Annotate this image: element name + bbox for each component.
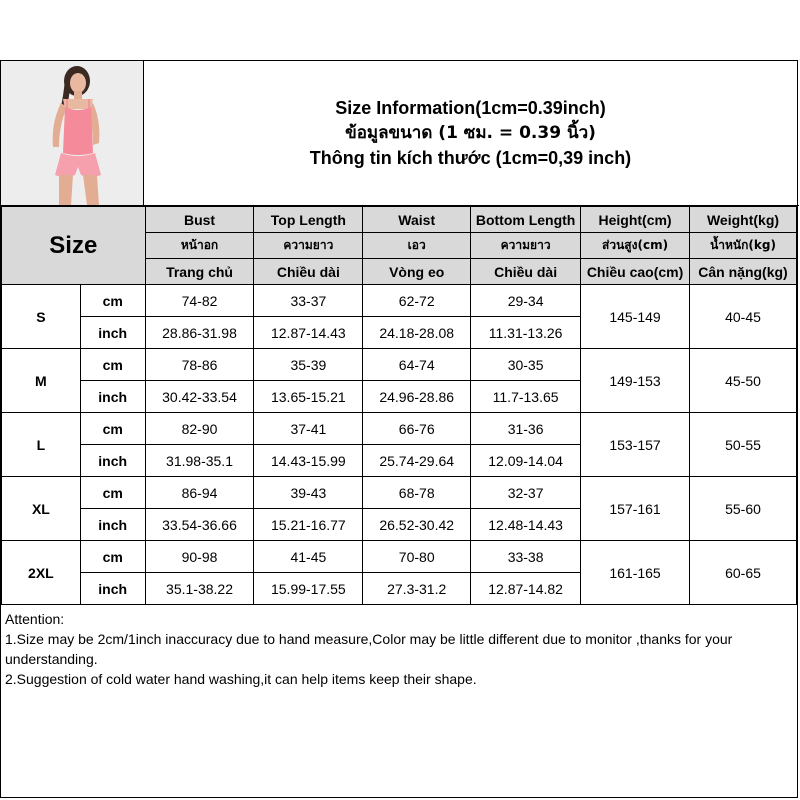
- unit-label: inch: [80, 317, 145, 349]
- size-label: 2XL: [2, 541, 81, 605]
- header-weight-thai: น้ำหนัก(kg): [690, 233, 797, 259]
- unit-label: cm: [80, 413, 145, 445]
- header-bust-thai: หน้าอก: [145, 233, 254, 259]
- size-label: L: [2, 413, 81, 477]
- header-waist: Waist: [363, 207, 471, 233]
- top-length-value: 15.99-17.55: [254, 573, 363, 605]
- unit-label: cm: [80, 541, 145, 573]
- weight-value: 45-50: [690, 349, 797, 413]
- header-bust-vi: Trang chủ: [145, 259, 254, 285]
- bust-value: 74-82: [145, 285, 254, 317]
- table-row: [2, 285, 797, 317]
- bottom-length-value: 12.09-14.04: [471, 445, 581, 477]
- model-illustration: [1, 61, 144, 205]
- header-waist-vi: Vòng eo: [363, 259, 471, 285]
- header-bottom-length: Bottom Length: [471, 207, 581, 233]
- unit-label: inch: [80, 381, 145, 413]
- header-weight-vi: Cân nặng(kg): [690, 259, 797, 285]
- top-length-value: 39-43: [254, 477, 363, 509]
- header-weight: Weight(kg): [690, 207, 797, 233]
- size-label: M: [2, 349, 81, 413]
- height-value: 149-153: [581, 349, 690, 413]
- weight-value: 50-55: [690, 413, 797, 477]
- waist-value: 25.74-29.64: [363, 445, 471, 477]
- top-length-value: 14.43-15.99: [254, 445, 363, 477]
- header-height-vi: Chiều cao(cm): [581, 259, 690, 285]
- height-value: 145-149: [581, 285, 690, 349]
- size-info-title: [144, 61, 797, 205]
- header-top-length: Top Length: [254, 207, 363, 233]
- weight-value: 55-60: [690, 477, 797, 541]
- size-label: S: [2, 285, 81, 349]
- bottom-length-value: 33-38: [471, 541, 581, 573]
- header-top-length-vi: Chiều dài: [254, 259, 363, 285]
- header-height-thai: ส่วนสูง(cm): [581, 233, 690, 259]
- header-top-length-thai: ความยาว: [254, 233, 363, 259]
- bottom-length-value: 30-35: [471, 349, 581, 381]
- bottom-length-value: 32-37: [471, 477, 581, 509]
- weight-value: 60-65: [690, 541, 797, 605]
- waist-value: 70-80: [363, 541, 471, 573]
- waist-value: 62-72: [363, 285, 471, 317]
- title-thai: ข้อมูลขนาด (1 ซม. = 0.39 นิ้ว): [345, 122, 596, 143]
- notes-heading: Attention:: [5, 611, 65, 627]
- table-row: [2, 477, 797, 509]
- height-value: 161-165: [581, 541, 690, 605]
- waist-value: 27.3-31.2: [363, 573, 471, 605]
- waist-value: 68-78: [363, 477, 471, 509]
- size-label: XL: [2, 477, 81, 541]
- top-length-value: 13.65-15.21: [254, 381, 363, 413]
- note-line-1: 1.Size may be 2cm/1inch inaccuracy due to hand measure,Color may be little different due to monitor ,thanks for your understanding.: [5, 631, 733, 667]
- top-length-value: 12.87-14.43: [254, 317, 363, 349]
- attention-notes: [5, 609, 795, 689]
- title-english: Size Information(1cm=0.39inch): [335, 97, 606, 118]
- bust-value: 33.54-36.66: [145, 509, 254, 541]
- bust-value: 90-98: [145, 541, 254, 573]
- bottom-length-value: 12.87-14.82: [471, 573, 581, 605]
- bust-value: 35.1-38.22: [145, 573, 254, 605]
- weight-value: 40-45: [690, 285, 797, 349]
- header-bust: Bust: [145, 207, 254, 233]
- unit-label: inch: [80, 445, 145, 477]
- size-table: [1, 206, 797, 605]
- header-bottom-length-thai: ความยาว: [471, 233, 581, 259]
- unit-label: inch: [80, 573, 145, 605]
- waist-value: 24.96-28.86: [363, 381, 471, 413]
- top-length-value: 33-37: [254, 285, 363, 317]
- header-waist-thai: เอว: [363, 233, 471, 259]
- bust-value: 82-90: [145, 413, 254, 445]
- bottom-length-value: 11.31-13.26: [471, 317, 581, 349]
- height-value: 153-157: [581, 413, 690, 477]
- size-chart-sheet: [0, 60, 798, 798]
- waist-value: 64-74: [363, 349, 471, 381]
- bust-value: 78-86: [145, 349, 254, 381]
- bust-value: 30.42-33.54: [145, 381, 254, 413]
- bottom-length-value: 11.7-13.65: [471, 381, 581, 413]
- header-bottom-length-vi: Chiều dài: [471, 259, 581, 285]
- top-length-value: 37-41: [254, 413, 363, 445]
- header-height: Height(cm): [581, 207, 690, 233]
- size-column-header: Size: [2, 207, 146, 285]
- bust-value: 31.98-35.1: [145, 445, 254, 477]
- title-vietnamese: Thông tin kích thước (1cm=0,39 inch): [309, 147, 632, 168]
- waist-value: 66-76: [363, 413, 471, 445]
- top-length-value: 35-39: [254, 349, 363, 381]
- header-band: [1, 61, 799, 206]
- bottom-length-value: 12.48-14.43: [471, 509, 581, 541]
- unit-label: cm: [80, 477, 145, 509]
- bottom-length-value: 31-36: [471, 413, 581, 445]
- bust-value: 86-94: [145, 477, 254, 509]
- bust-value: 28.86-31.98: [145, 317, 254, 349]
- unit-label: cm: [80, 285, 145, 317]
- height-value: 157-161: [581, 477, 690, 541]
- header-row-english: [2, 207, 797, 233]
- table-row: [2, 541, 797, 573]
- waist-value: 24.18-28.08: [363, 317, 471, 349]
- note-line-2: 2.Suggestion of cold water hand washing,it can help items keep their shape.: [5, 671, 477, 687]
- table-row: [2, 349, 797, 381]
- table-row: [2, 413, 797, 445]
- top-length-value: 15.21-16.77: [254, 509, 363, 541]
- unit-label: cm: [80, 349, 145, 381]
- top-length-value: 41-45: [254, 541, 363, 573]
- waist-value: 26.52-30.42: [363, 509, 471, 541]
- unit-label: inch: [80, 509, 145, 541]
- product-photo: [1, 61, 144, 205]
- bottom-length-value: 29-34: [471, 285, 581, 317]
